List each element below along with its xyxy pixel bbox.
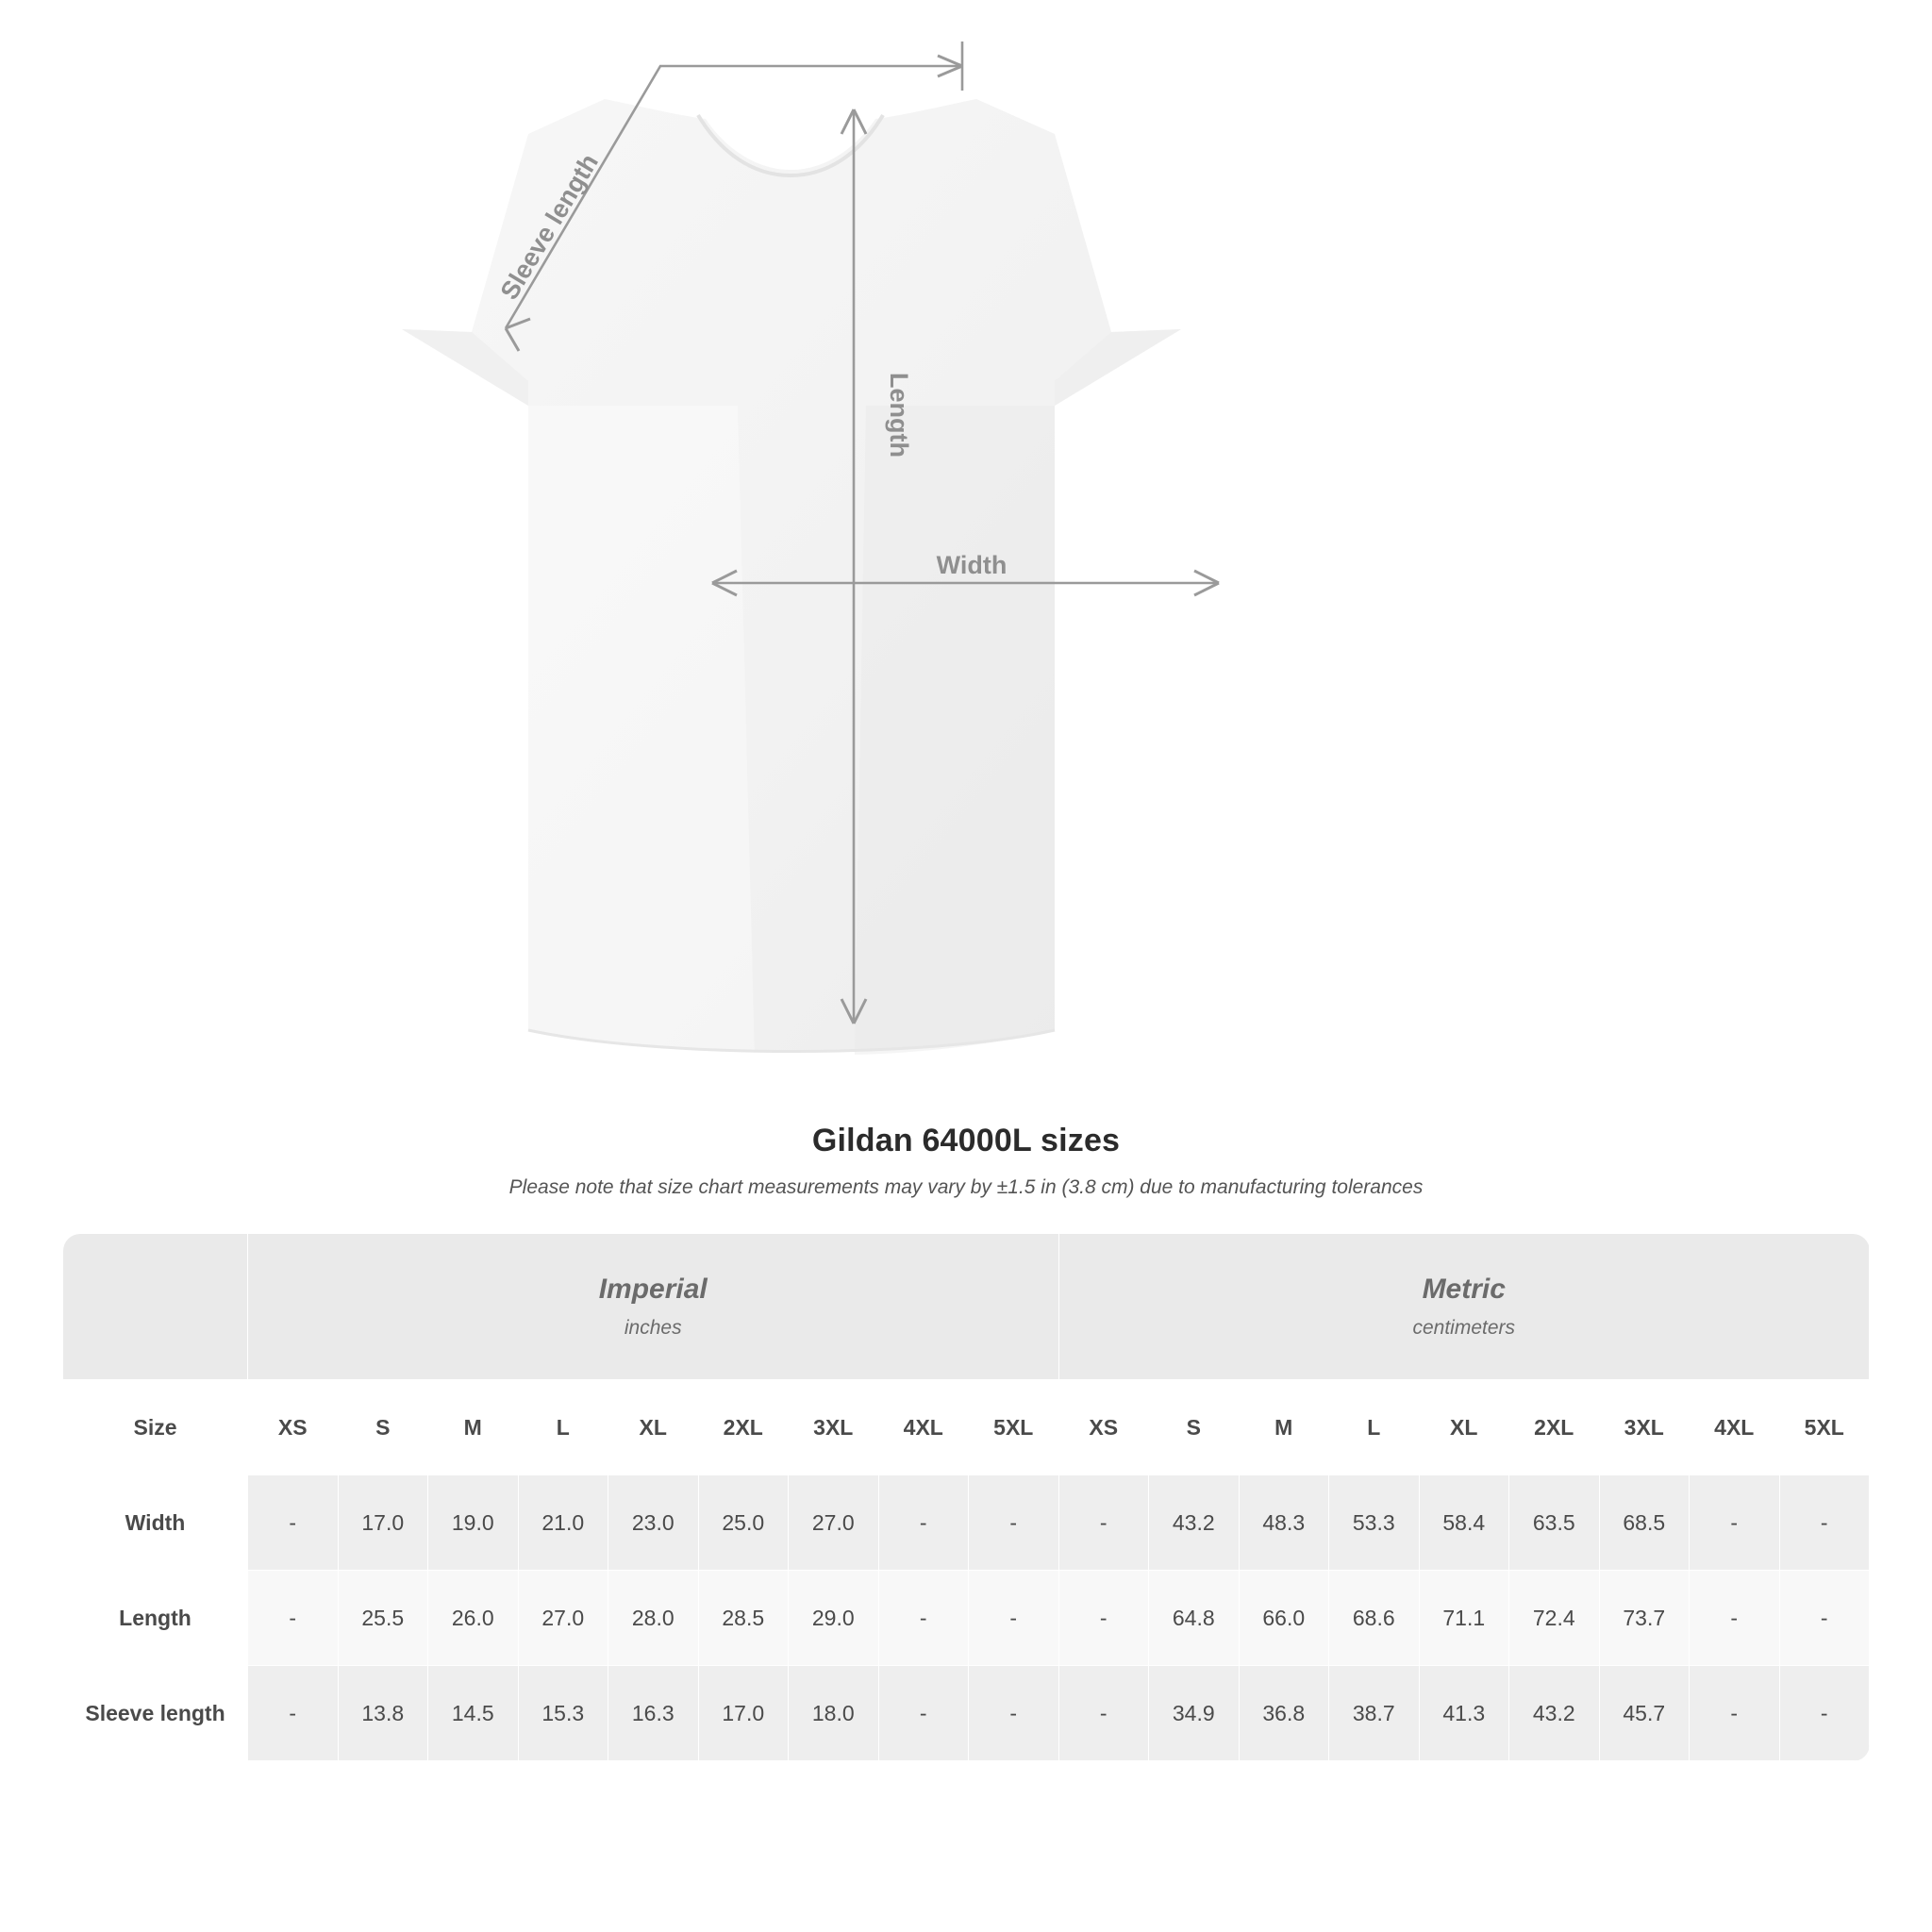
cell-width-metric-l: 53.3 [1329,1475,1420,1571]
cell-length-imperial-xs: - [248,1571,339,1666]
size-header-metric-l: L [1329,1380,1420,1475]
cell-sleeve-imperial-l: 15.3 [518,1666,608,1761]
cell-sleeve-imperial-2xl: 17.0 [698,1666,789,1761]
cell-sleeve-imperial-5xl: - [969,1666,1059,1761]
cell-sleeve-imperial-3xl: 18.0 [789,1666,879,1761]
length-label: Length [885,373,913,458]
cell-sleeve-metric-3xl: 45.7 [1599,1666,1690,1761]
unit-group-metric [1058,1234,1870,1380]
table-row-width [63,1475,1870,1571]
size-header-metric-4xl: 4XL [1690,1380,1780,1475]
cell-sleeve-metric-xs: - [1058,1666,1149,1761]
size-header-metric-xl: XL [1419,1380,1509,1475]
unit-group-metric-sub: centimeters [1412,1317,1516,1339]
cell-sleeve-metric-4xl: - [1690,1666,1780,1761]
row-label-length: Length [63,1571,248,1666]
cell-width-imperial-4xl: - [878,1475,969,1571]
size-header-metric-2xl: 2XL [1509,1380,1600,1475]
size-table [62,1233,1870,1761]
unit-group-imperial [248,1234,1059,1380]
cell-length-imperial-3xl: 29.0 [789,1571,879,1666]
size-table-wrapper [62,1233,1870,1761]
sleeve-length-label: Sleeve length [494,149,604,305]
unit-group-imperial-name: Imperial [598,1274,708,1305]
cell-length-metric-l: 68.6 [1329,1571,1420,1666]
cell-width-metric-3xl: 68.5 [1599,1475,1690,1571]
table-row-length [63,1571,1870,1666]
size-header-imperial-s: S [338,1380,428,1475]
unit-header-spacer [63,1234,248,1380]
cell-length-metric-m: 66.0 [1239,1571,1329,1666]
unit-header-row [63,1234,1870,1380]
cell-length-metric-5xl: - [1779,1571,1870,1666]
cell-width-metric-xs: - [1058,1475,1149,1571]
tshirt-shape [402,99,1181,1056]
cell-length-imperial-l: 27.0 [518,1571,608,1666]
page-title: Gildan 64000L sizes [811,1123,1121,1158]
size-header-imperial-xl: XL [608,1380,699,1475]
size-header-row [63,1380,1870,1475]
size-header-metric-3xl: 3XL [1599,1380,1690,1475]
cell-sleeve-metric-m: 36.8 [1239,1666,1329,1761]
cell-width-metric-2xl: 63.5 [1509,1475,1600,1571]
cell-sleeve-imperial-xl: 16.3 [608,1666,699,1761]
cell-sleeve-metric-xl: 41.3 [1419,1666,1509,1761]
cell-length-imperial-2xl: 28.5 [698,1571,789,1666]
cell-sleeve-metric-l: 38.7 [1329,1666,1420,1761]
cell-sleeve-imperial-xs: - [248,1666,339,1761]
size-header-imperial-l: L [518,1380,608,1475]
title-block [0,1123,1932,1199]
cell-width-imperial-2xl: 25.0 [698,1475,789,1571]
cell-sleeve-metric-2xl: 43.2 [1509,1666,1600,1761]
row-label-width: Width [63,1475,248,1571]
cell-width-imperial-s: 17.0 [338,1475,428,1571]
cell-length-imperial-s: 25.5 [338,1571,428,1666]
cell-sleeve-imperial-s: 13.8 [338,1666,428,1761]
cell-length-imperial-4xl: - [878,1571,969,1666]
cell-width-imperial-l: 21.0 [518,1475,608,1571]
cell-length-metric-3xl: 73.7 [1599,1571,1690,1666]
tolerance-note: Please note that size chart measurements may vary by ±1.5 in (3.8 cm) due to manufacturing tolerances [508,1176,1424,1198]
size-header-metric-xs: XS [1058,1380,1149,1475]
size-header-label: Size [63,1380,248,1475]
size-header-metric-5xl: 5XL [1779,1380,1870,1475]
cell-width-imperial-3xl: 27.0 [789,1475,879,1571]
cell-length-metric-2xl: 72.4 [1509,1571,1600,1666]
cell-length-imperial-m: 26.0 [428,1571,519,1666]
cell-width-imperial-m: 19.0 [428,1475,519,1571]
cell-length-imperial-xl: 28.0 [608,1571,699,1666]
size-header-imperial-m: M [428,1380,519,1475]
cell-sleeve-imperial-4xl: - [878,1666,969,1761]
size-header-metric-s: S [1149,1380,1240,1475]
cell-width-metric-5xl: - [1779,1475,1870,1571]
cell-width-imperial-xs: - [248,1475,339,1571]
unit-group-metric-name: Metric [1422,1274,1506,1305]
width-label: Width [936,551,1008,579]
table-row-sleeve-length [63,1666,1870,1761]
cell-length-metric-xs: - [1058,1571,1149,1666]
cell-length-metric-xl: 71.1 [1419,1571,1509,1666]
cell-width-imperial-xl: 23.0 [608,1475,699,1571]
size-header-imperial-2xl: 2XL [698,1380,789,1475]
cell-length-metric-4xl: - [1690,1571,1780,1666]
size-header-imperial-4xl: 4XL [878,1380,969,1475]
cell-length-metric-s: 64.8 [1149,1571,1240,1666]
size-header-metric-m: M [1239,1380,1329,1475]
cell-width-metric-s: 43.2 [1149,1475,1240,1571]
cell-sleeve-metric-5xl: - [1779,1666,1870,1761]
cell-sleeve-imperial-m: 14.5 [428,1666,519,1761]
cell-width-metric-xl: 58.4 [1419,1475,1509,1571]
cell-width-metric-4xl: - [1690,1475,1780,1571]
size-header-imperial-xs: XS [248,1380,339,1475]
size-header-imperial-3xl: 3XL [789,1380,879,1475]
cell-sleeve-metric-s: 34.9 [1149,1666,1240,1761]
unit-group-imperial-sub: inches [624,1317,682,1339]
size-header-imperial-5xl: 5XL [969,1380,1059,1475]
cell-length-imperial-5xl: - [969,1571,1059,1666]
row-label-sleeve-length: Sleeve length [63,1666,248,1761]
cell-width-imperial-5xl: - [969,1475,1059,1571]
cell-width-metric-m: 48.3 [1239,1475,1329,1571]
